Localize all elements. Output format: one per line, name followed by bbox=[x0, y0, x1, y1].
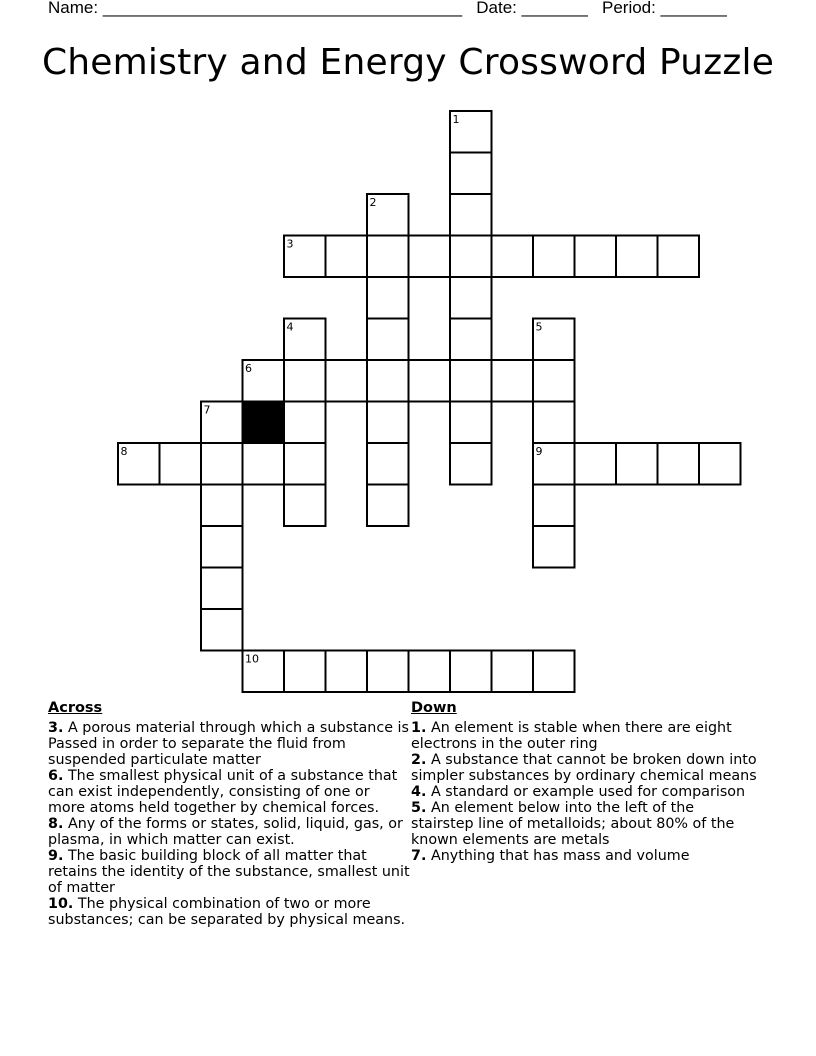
date-field[interactable]: _______ bbox=[521, 0, 588, 17]
grid-cell[interactable] bbox=[284, 443, 326, 485]
grid-cell[interactable] bbox=[533, 651, 575, 693]
grid-cell[interactable] bbox=[450, 360, 492, 402]
clue-number: 7. bbox=[411, 848, 427, 864]
clue-number: 4. bbox=[411, 784, 427, 800]
grid-cell[interactable] bbox=[367, 236, 409, 278]
grid-cell[interactable] bbox=[616, 443, 658, 485]
across-clue-8 bbox=[48, 816, 410, 848]
down-clue-4 bbox=[411, 784, 761, 800]
grid-cell[interactable] bbox=[326, 651, 368, 693]
clue-number: 5. bbox=[411, 800, 427, 816]
clue-number: 1. bbox=[411, 720, 427, 736]
clue-number: 3. bbox=[48, 720, 64, 736]
date-label: Date: bbox=[476, 0, 517, 17]
grid-cell[interactable] bbox=[533, 526, 575, 568]
grid-cell[interactable] bbox=[450, 319, 492, 361]
clue-text: A porous material through which a substance is Passed in order to separate the fluid from suspended particulate matter bbox=[48, 720, 409, 768]
clue-text: Anything that has mass and volume bbox=[430, 848, 690, 864]
clue-number: 9. bbox=[48, 848, 64, 864]
grid-cell[interactable] bbox=[201, 526, 243, 568]
across-clue-3 bbox=[48, 720, 410, 768]
grid-cell[interactable] bbox=[533, 402, 575, 444]
clue-number-label: 4 bbox=[286, 320, 294, 334]
grid-cell[interactable] bbox=[450, 277, 492, 319]
page-title: Chemistry and Energy Crossword Puzzle bbox=[41, 42, 775, 83]
clue-number-label: 10 bbox=[245, 652, 259, 666]
grid-cell[interactable] bbox=[160, 443, 202, 485]
grid-cell[interactable] bbox=[658, 236, 700, 278]
grid-cell[interactable] bbox=[450, 402, 492, 444]
clue-number-label: 1 bbox=[452, 113, 460, 126]
grid-cell[interactable] bbox=[367, 485, 409, 527]
clue-text: Any of the forms or states, solid, liquid, gas, or plasma, in which matter can exist. bbox=[48, 816, 403, 848]
clue-number-label: 5 bbox=[535, 320, 543, 334]
clue-text: The basic building block of all matter that retains the identity of the substance, smallest unit of matter bbox=[48, 848, 410, 896]
grid-cell[interactable] bbox=[367, 277, 409, 319]
clue-number: 2. bbox=[411, 752, 427, 768]
across-heading: Across bbox=[48, 700, 103, 716]
down-clue-2 bbox=[411, 752, 761, 784]
name-field[interactable]: ______________________________________ bbox=[102, 0, 463, 17]
grid-cell[interactable] bbox=[575, 443, 617, 485]
clue-number: 10. bbox=[48, 896, 74, 912]
grid-cell[interactable] bbox=[492, 651, 534, 693]
grid-cell[interactable] bbox=[450, 236, 492, 278]
grid-cell[interactable] bbox=[575, 236, 617, 278]
period-label: Period: bbox=[602, 0, 656, 17]
clue-number: 6. bbox=[48, 768, 64, 784]
grid-cell[interactable] bbox=[243, 443, 285, 485]
clue-text: An element is stable when there are eight electrons in the outer ring bbox=[411, 720, 732, 752]
clue-text: A standard or example used for comparison bbox=[430, 784, 746, 800]
grid-cell[interactable] bbox=[201, 443, 243, 485]
grid-cell[interactable] bbox=[409, 360, 451, 402]
grid-cell[interactable] bbox=[658, 443, 700, 485]
clue-text: The smallest physical unit of a substance that can exist independently, consisting of one or more atoms held together by chemical forces. bbox=[48, 768, 398, 816]
grid-cell[interactable] bbox=[533, 485, 575, 527]
clue-number-label: 2 bbox=[369, 196, 377, 209]
grid-cell[interactable] bbox=[450, 443, 492, 485]
clue-text: The physical combination of two or more substances; can be separated by physical means. bbox=[48, 896, 406, 928]
blocked-cell bbox=[243, 402, 285, 444]
grid-cell[interactable] bbox=[492, 236, 534, 278]
down-clues bbox=[411, 700, 761, 864]
grid-cell[interactable] bbox=[533, 236, 575, 278]
down-clue-5 bbox=[411, 800, 761, 848]
clue-number: 8. bbox=[48, 816, 64, 832]
clue-text: A substance that cannot be broken down into simpler substances by ordinary chemical means bbox=[411, 752, 757, 784]
grid-cell[interactable] bbox=[450, 153, 492, 195]
across-clue-9 bbox=[48, 848, 410, 896]
period-field[interactable]: _______ bbox=[660, 0, 727, 17]
grid-cell[interactable] bbox=[367, 360, 409, 402]
down-heading: Down bbox=[411, 700, 457, 716]
across-clues bbox=[48, 700, 410, 928]
grid-cell[interactable] bbox=[409, 651, 451, 693]
grid-cell[interactable] bbox=[284, 651, 326, 693]
name-label: Name: bbox=[48, 0, 99, 17]
clue-number-label: 7 bbox=[203, 403, 211, 417]
grid-cell[interactable] bbox=[367, 402, 409, 444]
clue-text: An element below into the left of the stairstep line of metalloids; about 80% of the known elements are metals bbox=[411, 800, 735, 848]
grid-cell[interactable] bbox=[492, 360, 534, 402]
grid-cell[interactable] bbox=[367, 651, 409, 693]
across-clue-6 bbox=[48, 768, 410, 816]
grid-cell[interactable] bbox=[284, 360, 326, 402]
grid-cell[interactable] bbox=[699, 443, 741, 485]
grid-cell[interactable] bbox=[367, 443, 409, 485]
clue-number-label: 9 bbox=[535, 445, 543, 458]
across-clue-10 bbox=[48, 896, 410, 928]
grid-cell[interactable] bbox=[201, 609, 243, 651]
clue-number-label: 8 bbox=[120, 445, 128, 458]
grid-cell[interactable] bbox=[367, 319, 409, 361]
grid-cell[interactable] bbox=[326, 236, 368, 278]
clue-number-label: 6 bbox=[245, 362, 252, 375]
clue-number-label: 3 bbox=[286, 237, 294, 251]
grid-cell[interactable] bbox=[201, 485, 243, 527]
grid-cell[interactable] bbox=[284, 402, 326, 444]
grid-cell[interactable] bbox=[533, 360, 575, 402]
down-clue-7 bbox=[411, 848, 761, 864]
grid-cell[interactable] bbox=[616, 236, 658, 278]
grid-cell[interactable] bbox=[201, 568, 243, 610]
grid-cell[interactable] bbox=[409, 236, 451, 278]
grid-cell[interactable] bbox=[326, 360, 368, 402]
grid-cell[interactable] bbox=[450, 651, 492, 693]
grid-cell[interactable] bbox=[450, 194, 492, 236]
down-clue-1 bbox=[411, 720, 761, 752]
grid-cell[interactable] bbox=[284, 485, 326, 527]
